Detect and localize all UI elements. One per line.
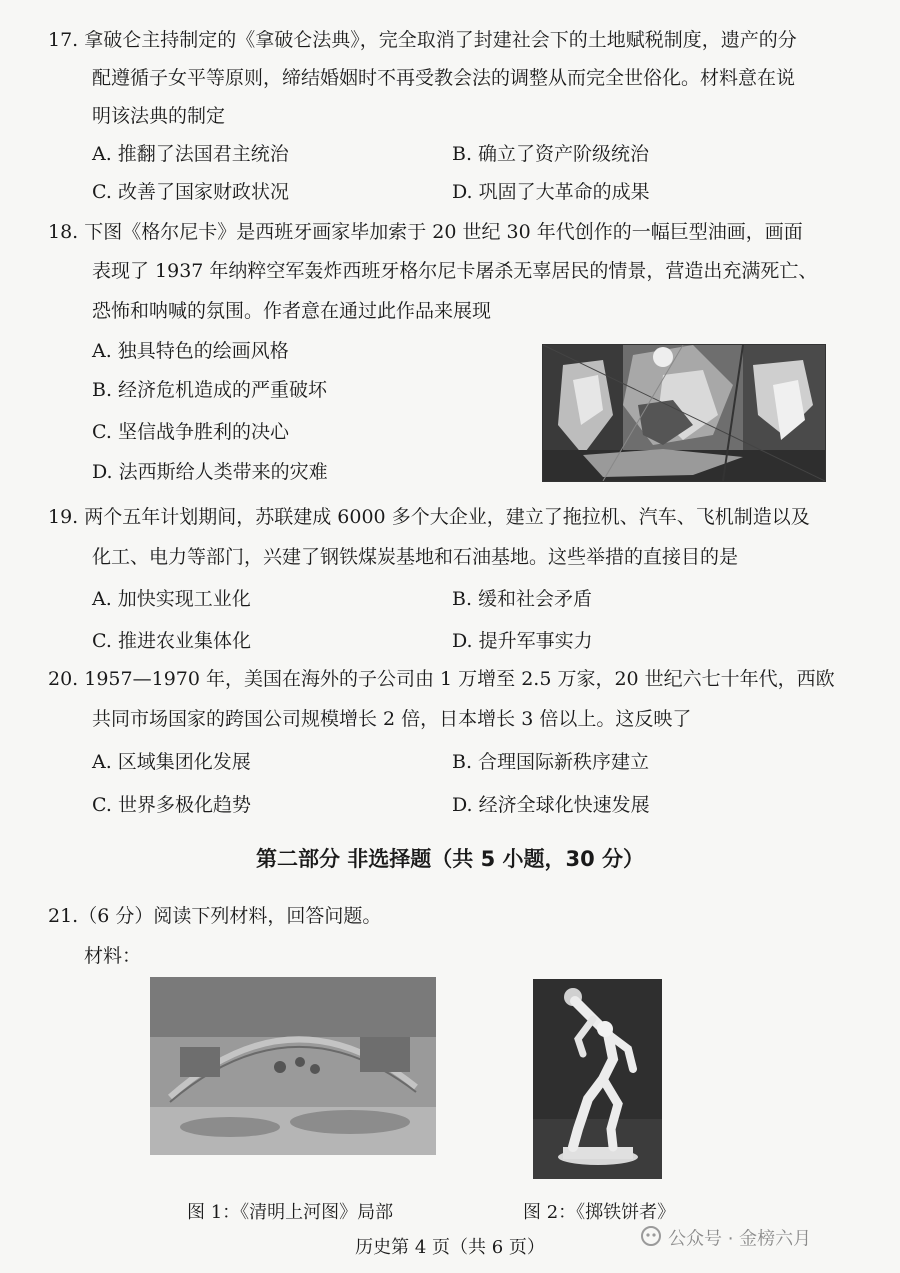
- q21-material-label: 材料：: [84, 945, 142, 967]
- qingming-painting-image: [150, 977, 436, 1155]
- q20-stem-line-1: 20. 1957—1970 年，美国在海外的子公司由 1 万增至 2.5 万家，20 世纪六七十年代，西欧: [48, 668, 835, 690]
- q18-stem-line-3: 恐怖和呐喊的氛围。作者意在通过此作品来展现: [92, 300, 492, 322]
- watermark-text: 公众号 · 金榜六月: [668, 1228, 812, 1250]
- figure-1-caption: 图 1：《清明上河图》局部: [187, 1202, 394, 1223]
- q19-stem-line-2: 化工、电力等部门，兴建了钢铁煤炭基地和石油基地。这些举措的直接目的是: [92, 546, 739, 568]
- guernica-painting-image: [542, 344, 826, 482]
- q19-stem-line-1: 19. 两个五年计划期间，苏联建成 6000 多个大企业，建立了拖拉机、汽车、飞机制造以及: [48, 506, 810, 528]
- q20-option-c: C. 世界多极化趋势: [92, 794, 251, 816]
- discobolus-statue-image: [533, 979, 662, 1179]
- q18-option-c: C. 坚信战争胜利的决心: [92, 421, 289, 443]
- q19-option-a: A. 加快实现工业化: [92, 588, 251, 610]
- q17-option-b: B. 确立了资产阶级统治: [452, 143, 650, 165]
- q20-option-d: D. 经济全球化快速发展: [452, 794, 650, 816]
- wechat-channel-icon: [640, 1225, 662, 1254]
- q17-stem-line-3: 明该法典的制定: [92, 105, 226, 127]
- q18-option-a: A. 独具特色的绘画风格: [92, 340, 289, 362]
- q17-option-c: C. 改善了国家财政状况: [92, 181, 289, 203]
- q19-option-d: D. 提升军事实力: [452, 630, 593, 652]
- q18-stem-line-1: 18. 下图《格尔尼卡》是西班牙画家毕加索于 20 世纪 30 年代创作的一幅巨型油画，画面: [48, 221, 803, 243]
- q18-option-b: B. 经济危机造成的严重破坏: [92, 379, 328, 401]
- q20-option-b: B. 合理国际新秩序建立: [452, 751, 650, 773]
- wechat-watermark: [640, 1225, 811, 1254]
- q17-stem-line-2: 配遵循子女平等原则，缔结婚姻时不再受教会法的调整从而完全世俗化。材料意在说: [92, 67, 796, 89]
- q17-stem-line-1: 17. 拿破仑主持制定的《拿破仑法典》，完全取消了封建社会下的土地赋税制度，遗产的分: [48, 29, 797, 51]
- q18-stem-line-2: 表现了 1937 年纳粹空军轰炸西班牙格尔尼卡屠杀无辜居民的情景，营造出充满死亡、: [92, 260, 818, 282]
- q20-stem-line-2: 共同市场国家的跨国公司规模增长 2 倍，日本增长 3 倍以上。这反映了: [92, 708, 692, 730]
- q21-stem: 21.（6 分）阅读下列材料，回答问题。: [48, 905, 382, 927]
- q17-option-a: A. 推翻了法国君主统治: [92, 143, 289, 165]
- figure-2-caption: 图 2：《掷铁饼者》: [523, 1202, 676, 1223]
- page-footer: 历史第 4 页（共 6 页）: [355, 1237, 545, 1258]
- q20-option-a: A. 区域集团化发展: [92, 751, 251, 773]
- section-heading: 第二部分 非选择题（共 5 小题，30 分）: [255, 847, 645, 871]
- q17-option-d: D. 巩固了大革命的成果: [452, 181, 650, 203]
- q19-option-c: C. 推进农业集体化: [92, 630, 251, 652]
- q19-option-b: B. 缓和社会矛盾: [452, 588, 593, 610]
- q18-option-d: D. 法西斯给人类带来的灾难: [92, 461, 328, 483]
